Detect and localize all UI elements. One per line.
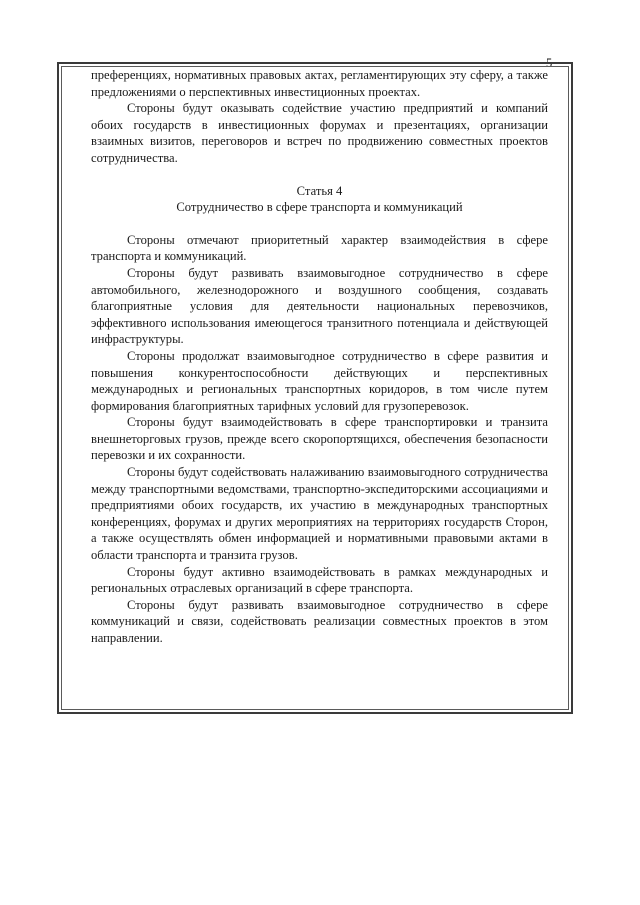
article-title: Сотрудничество в сфере транспорта и коммуникаций [176, 200, 463, 215]
paragraph-communications: Стороны будут развивать взаимовыгодное сотрудничество в сфере коммуникаций и связи, содействовать реализации совместных проектов в этом направлении. [91, 597, 548, 645]
paragraph-agency-cooperation: Стороны будут содействовать налаживанию взаимовыгодного сотрудничества между транспортными ведомствами, транспортно-экспедиторскими ассоциациями и предприятиями обоих государств, их участию в международных транспортных конференциях, форумах и других мероприятиях на территориях государств Сторон, а также осуществлять обмен информацией и нормативными правовыми актами в области транспорта и транзита грузов. [91, 465, 548, 563]
page-number: 5 [546, 56, 553, 70]
paragraph-transport-corridors: Стороны продолжат взаимовыгодное сотрудничество в сфере развития и повышения конкурентоспособности действующих и перспективных международных и региональных транспортных коридоров, в том числе путем формирования благоприятных тарифных условий для грузоперевозок. [91, 348, 548, 413]
paragraph-investment-info: преференциях, нормативных правовых актах, регламентирующих эту сферу, а также предложениями о перспективных инвестиционных проектах. [91, 68, 548, 99]
paragraph-transport-priority: Стороны отмечают приоритетный характер взаимодействия в сфере транспорта и коммуникаций. [91, 232, 548, 264]
document-body [91, 67, 548, 647]
paragraph-international-organizations: Стороны будут активно взаимодействовать в рамках международных и региональных отраслевых организаций в сфере транспорта. [91, 564, 548, 596]
article-number: Статья 4 [296, 183, 343, 198]
paragraph-transport-modes: Стороны будут развивать взаимовыгодное сотрудничество в сфере автомобильного, железнодорожного и воздушного сообщения, создавать благоприятные условия для деятельности национальных перевозчиков, эффективного использования имеющегося транзитного потенциала и действующей инфраструктуры. [91, 265, 548, 347]
paragraph-investment-forums: Стороны будут оказывать содействие участию предприятий и компаний обоих государств в инвестиционных форумах и презентациях, организации взаимных визитов, переговоров и встреч по продвижению совместных проектов сотрудничества. [91, 101, 548, 165]
paragraph-freight-transit: Стороны будут взаимодействовать в сфере транспортировки и транзита внешнеторговых грузов, прежде всего скоропортящихся, обеспечения безопасности перевозки и их сохранности. [91, 415, 548, 463]
